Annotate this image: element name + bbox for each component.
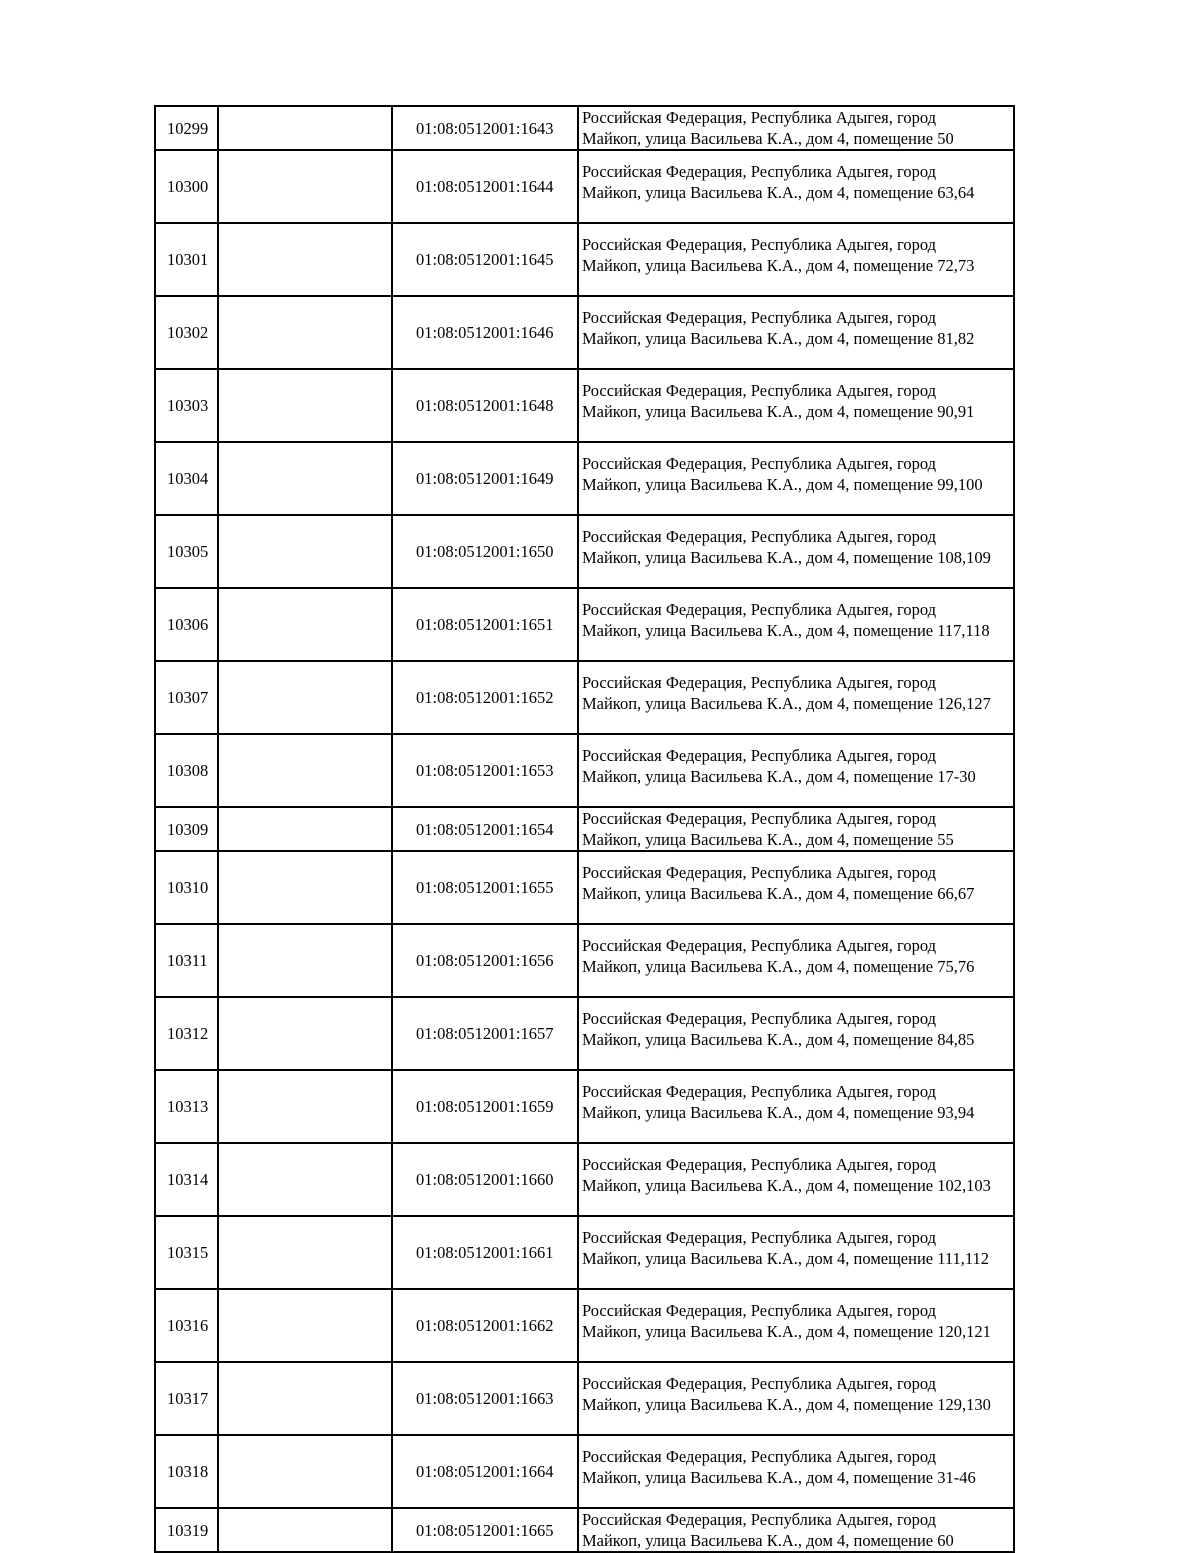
owner-cell [218,515,391,588]
owner-cell [218,1216,391,1289]
row-number: 10300 [155,150,218,223]
address-line-1: Российская Федерация, Республика Адыгея, город [581,1009,937,1028]
row-number: 10303 [155,369,218,442]
address-line-2: Майкоп, улица Васильева К.А., дом 4, помещение 111,112 [581,1249,990,1268]
row-number: 10302 [155,296,218,369]
address-line-1: Российская Федерация, Республика Адыгея, город [581,1374,937,1393]
table-row [155,588,1014,661]
table-row [155,515,1014,588]
row-number: 10315 [155,1216,218,1289]
table-row [155,734,1014,807]
address-cell [578,296,1014,369]
owner-cell [218,1362,391,1435]
owner-cell [218,1289,391,1362]
address-line-2: Майкоп, улица Васильева К.А., дом 4, помещение 75,76 [581,957,975,976]
owner-cell [218,106,391,150]
owner-cell [218,851,391,924]
table-row [155,924,1014,997]
address-line-2: Майкоп, улица Васильева К.А., дом 4, помещение 84,85 [581,1030,975,1049]
cadastral-number: 01:08:0512001:1649 [392,442,578,515]
table-row [155,851,1014,924]
address-line-2: Майкоп, улица Васильева К.А., дом 4, помещение 129,130 [581,1395,991,1414]
address-cell [578,924,1014,997]
registry-table [154,105,1015,1553]
address-cell [578,1070,1014,1143]
row-number: 10305 [155,515,218,588]
cadastral-number: 01:08:0512001:1660 [392,1143,578,1216]
row-number: 10311 [155,924,218,997]
address-line-2: Майкоп, улица Васильева К.А., дом 4, помещение 50 [581,129,954,148]
cadastral-number: 01:08:0512001:1657 [392,997,578,1070]
table-row [155,1289,1014,1362]
cadastral-number: 01:08:0512001:1653 [392,734,578,807]
address-line-2: Майкоп, улица Васильева К.А., дом 4, помещение 99,100 [581,475,983,494]
address-cell [578,369,1014,442]
owner-cell [218,223,391,296]
address-line-1: Российская Федерация, Республика Адыгея, город [581,746,937,765]
address-line-1: Российская Федерация, Республика Адыгея, город [581,1301,937,1320]
owner-cell [218,997,391,1070]
row-number: 10313 [155,1070,218,1143]
row-number: 10314 [155,1143,218,1216]
address-line-2: Майкоп, улица Васильева К.А., дом 4, помещение 120,121 [581,1322,991,1341]
cadastral-number: 01:08:0512001:1654 [392,807,578,851]
address-line-1: Российская Федерация, Республика Адыгея, город [581,1447,937,1466]
address-cell [578,1362,1014,1435]
row-number: 10304 [155,442,218,515]
cadastral-number: 01:08:0512001:1663 [392,1362,578,1435]
owner-cell [218,807,391,851]
owner-cell [218,369,391,442]
owner-cell [218,150,391,223]
owner-cell [218,1143,391,1216]
row-number: 10316 [155,1289,218,1362]
address-cell [578,442,1014,515]
registry-table-body [155,106,1014,1552]
row-number: 10308 [155,734,218,807]
cadastral-number: 01:08:0512001:1662 [392,1289,578,1362]
row-number: 10309 [155,807,218,851]
cadastral-number: 01:08:0512001:1656 [392,924,578,997]
cadastral-number: 01:08:0512001:1664 [392,1435,578,1508]
cadastral-number: 01:08:0512001:1650 [392,515,578,588]
table-row [155,661,1014,734]
cadastral-number: 01:08:0512001:1646 [392,296,578,369]
cadastral-number: 01:08:0512001:1661 [392,1216,578,1289]
table-row [155,1435,1014,1508]
address-cell [578,807,1014,851]
address-line-1: Российская Федерация, Республика Адыгея, город [581,381,937,400]
table-row [155,223,1014,296]
table-row [155,1508,1014,1552]
row-number: 10312 [155,997,218,1070]
address-cell [578,997,1014,1070]
address-line-1: Российская Федерация, Республика Адыгея, город [581,809,937,828]
cadastral-number: 01:08:0512001:1655 [392,851,578,924]
row-number: 10299 [155,106,218,150]
table-row [155,1216,1014,1289]
table-row [155,296,1014,369]
address-cell [578,661,1014,734]
table-row [155,1362,1014,1435]
address-cell [578,851,1014,924]
table-row [155,369,1014,442]
address-line-2: Майкоп, улица Васильева К.А., дом 4, помещение 117,118 [581,621,990,640]
address-line-2: Майкоп, улица Васильева К.А., дом 4, помещение 90,91 [581,402,975,421]
address-cell [578,1435,1014,1508]
table-row [155,442,1014,515]
address-line-2: Майкоп, улица Васильева К.А., дом 4, помещение 93,94 [581,1103,975,1122]
row-number: 10306 [155,588,218,661]
address-line-2: Майкоп, улица Васильева К.А., дом 4, помещение 31-46 [581,1468,976,1487]
address-cell [578,106,1014,150]
address-line-1: Российская Федерация, Республика Адыгея, город [581,673,937,692]
address-line-1: Российская Федерация, Республика Адыгея, город [581,1510,937,1529]
owner-cell [218,296,391,369]
address-line-2: Майкоп, улица Васильева К.А., дом 4, помещение 60 [581,1531,954,1550]
address-line-2: Майкоп, улица Васильева К.А., дом 4, помещение 55 [581,830,954,849]
table-row [155,1143,1014,1216]
address-line-1: Российская Федерация, Республика Адыгея, город [581,1155,937,1174]
table-row [155,1070,1014,1143]
table-row [155,997,1014,1070]
address-line-1: Российская Федерация, Республика Адыгея, город [581,527,937,546]
table-row [155,106,1014,150]
address-cell [578,1289,1014,1362]
owner-cell [218,924,391,997]
row-number: 10319 [155,1508,218,1552]
row-number: 10310 [155,851,218,924]
address-line-1: Российская Федерация, Республика Адыгея, город [581,863,937,882]
row-number: 10317 [155,1362,218,1435]
address-cell [578,1508,1014,1552]
address-line-1: Российская Федерация, Республика Адыгея, город [581,454,937,473]
address-cell [578,515,1014,588]
address-line-1: Российская Федерация, Республика Адыгея, город [581,162,937,181]
address-line-2: Майкоп, улица Васильева К.А., дом 4, помещение 66,67 [581,884,975,903]
owner-cell [218,588,391,661]
address-line-2: Майкоп, улица Васильева К.А., дом 4, помещение 126,127 [581,694,991,713]
address-cell [578,734,1014,807]
owner-cell [218,442,391,515]
cadastral-number: 01:08:0512001:1651 [392,588,578,661]
owner-cell [218,1435,391,1508]
address-line-1: Российская Федерация, Республика Адыгея, город [581,308,937,327]
owner-cell [218,661,391,734]
address-line-2: Майкоп, улица Васильева К.А., дом 4, помещение 63,64 [581,183,975,202]
address-cell [578,588,1014,661]
address-cell [578,150,1014,223]
table-row [155,807,1014,851]
cadastral-number: 01:08:0512001:1644 [392,150,578,223]
cadastral-number: 01:08:0512001:1665 [392,1508,578,1552]
cadastral-number: 01:08:0512001:1645 [392,223,578,296]
address-cell [578,1143,1014,1216]
address-cell [578,223,1014,296]
row-number: 10301 [155,223,218,296]
address-line-1: Российская Федерация, Республика Адыгея, город [581,936,937,955]
address-line-1: Российская Федерация, Республика Адыгея, город [581,600,937,619]
cadastral-number: 01:08:0512001:1648 [392,369,578,442]
address-line-2: Майкоп, улица Васильева К.А., дом 4, помещение 102,103 [581,1176,991,1195]
owner-cell [218,1508,391,1552]
cadastral-number: 01:08:0512001:1659 [392,1070,578,1143]
table-row [155,150,1014,223]
address-line-1: Российская Федерация, Республика Адыгея, город [581,235,937,254]
owner-cell [218,1070,391,1143]
cadastral-number: 01:08:0512001:1652 [392,661,578,734]
owner-cell [218,734,391,807]
cadastral-number: 01:08:0512001:1643 [392,106,578,150]
row-number: 10307 [155,661,218,734]
address-line-2: Майкоп, улица Васильева К.А., дом 4, помещение 72,73 [581,256,975,275]
address-line-2: Майкоп, улица Васильева К.А., дом 4, помещение 17-30 [581,767,976,786]
row-number: 10318 [155,1435,218,1508]
address-line-2: Майкоп, улица Васильева К.А., дом 4, помещение 108,109 [581,548,991,567]
address-line-1: Российская Федерация, Республика Адыгея, город [581,1082,937,1101]
address-cell [578,1216,1014,1289]
address-line-2: Майкоп, улица Васильева К.А., дом 4, помещение 81,82 [581,329,975,348]
address-line-1: Российская Федерация, Республика Адыгея, город [581,1228,937,1247]
address-line-1: Российская Федерация, Республика Адыгея, город [581,108,937,127]
